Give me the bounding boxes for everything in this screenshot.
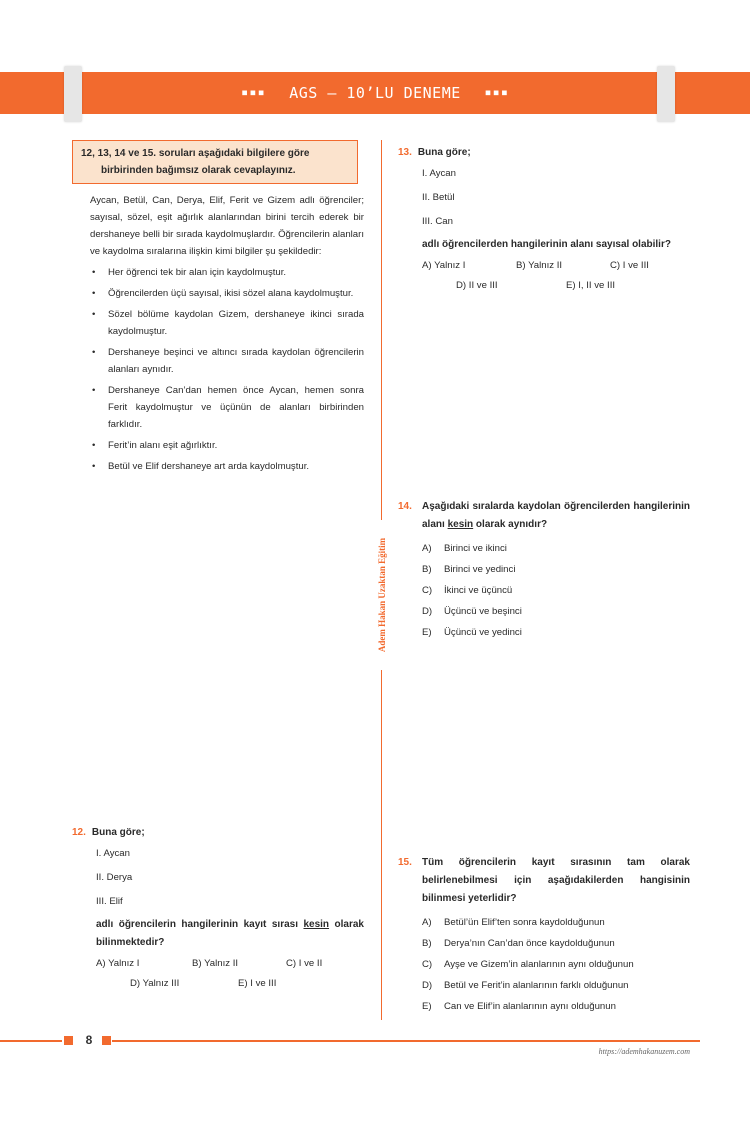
option-text: Birinci ve yedinci: [444, 564, 516, 575]
condition-item: • Öğrencilerden üçü sayısal, ikisi sözel alana kaydolmuştur.: [90, 285, 364, 302]
option-text: Betül’ün Elif’ten sonra kaydolduğunun: [444, 917, 605, 928]
option-b[interactable]: [422, 559, 690, 580]
option-letter: D): [422, 606, 433, 617]
option-letter: B): [422, 938, 432, 949]
choice-e[interactable]: E) I ve III: [238, 978, 277, 989]
condition-item: • Sözel bölüme kaydolan Gizem, dershaneye ikinci sırada kaydolmuştur.: [90, 306, 364, 340]
option-text: Can ve Elif’in alanlarının aynı olduğunun: [444, 1001, 616, 1012]
option-text: İkinci ve üçüncü: [444, 585, 513, 596]
vertical-brand-text: Adem Hakan Uzaktan Eğitim: [377, 537, 387, 653]
page-number: 8: [85, 1033, 93, 1047]
question-12-stem-b: olarak bilinmektedir?: [96, 919, 364, 948]
question-15: [398, 852, 690, 1017]
question-12-stem-underlined: kesin: [303, 919, 330, 930]
footer-square-right: [102, 1036, 111, 1045]
question-14-stem: [398, 498, 690, 534]
question-12: [72, 824, 364, 994]
choice-b[interactable]: B) Yalnız II: [516, 260, 563, 271]
exam-title: AGS – 10’LU DENEME: [289, 84, 461, 102]
footer-rule-left: [0, 1040, 62, 1042]
option-text: Ayşe ve Gizem’in alanlarının aynı olduğunun: [444, 959, 634, 970]
question-12-body: [72, 842, 364, 994]
option-d[interactable]: [422, 975, 690, 996]
choice-a[interactable]: A) Yalnız I: [422, 260, 466, 271]
footer-rule-right: [112, 1040, 700, 1042]
question-13-body: [398, 162, 690, 296]
question-15-options: [398, 912, 690, 1017]
instructions-line-2: birbirinden bağımsız olarak cevaplayınız.: [101, 165, 296, 176]
condition-item: • Ferit’in alanı eşit ağırlıktır.: [90, 437, 364, 454]
question-13-number: 13.: [398, 147, 412, 158]
question-15-stem: [398, 854, 690, 908]
header-title: [0, 84, 750, 102]
choice-a[interactable]: A) Yalnız I: [96, 958, 140, 969]
passage-text: Aycan, Betül, Can, Derya, Elif, Ferit ve Gizem adlı öğrenciler; sayısal, sözel, eşit ağırlık alanlarından birini tercih ederek bir dershaneye belli bir sırada kaydolmuşlardır. Öğrencilerin alanları ve kaydolma sıralarına ilişkin kimi bilgiler şu şekildedir:: [90, 195, 364, 257]
option-letter: A): [422, 543, 432, 554]
question-14-stem-underlined: kesin: [447, 519, 474, 530]
option-letter: A): [422, 917, 432, 928]
option-e[interactable]: [422, 996, 690, 1017]
condition-list: [72, 264, 364, 475]
choice-e[interactable]: E) I, II ve III: [566, 280, 616, 291]
question-12-choices-row-2: [96, 974, 364, 994]
question-14-stem-a: Aşağıdaki sıralarda kaydolan öğrencilerden hangilerinin alanı: [422, 501, 690, 530]
question-13-item: II. Betül: [422, 192, 455, 203]
question-12-stem-a: adlı öğrencilerin hangilerinin kayıt sırası: [96, 919, 304, 930]
question-14-number: 14.: [398, 501, 412, 512]
option-letter: E): [422, 1001, 432, 1012]
option-e[interactable]: [422, 622, 690, 643]
question-13-stem: adlı öğrencilerden hangilerinin alanı sayısal olabilir?: [422, 239, 671, 250]
option-b[interactable]: [422, 933, 690, 954]
option-a[interactable]: [422, 538, 690, 559]
condition-item: • Dershaneye Can’dan hemen önce Aycan, hemen sonra Ferit kaydolmuştur ve üçünün de alanları birbirinden farklıdır.: [90, 382, 364, 433]
footer-url[interactable]: https://ademhakanuzem.com: [598, 1047, 690, 1056]
question-12-lead: Buna göre;: [91, 827, 145, 838]
question-14-stem-b: olarak aynıdır?: [473, 519, 548, 530]
condition-item: • Her öğrenci tek bir alan için kaydolmuştur.: [90, 264, 364, 281]
footer-square-left: [64, 1036, 73, 1045]
question-15-number: 15.: [398, 857, 412, 868]
question-14-options: [398, 538, 690, 643]
vertical-brand: [374, 520, 390, 670]
option-letter: C): [422, 959, 433, 970]
question-12-item: III. Elif: [96, 896, 123, 907]
condition-item: • Dershaneye beşinci ve altıncı sırada kaydolan öğrencilerin alanları aynıdır.: [90, 344, 364, 378]
question-15-stem-text: Tüm öğrencilerin kayıt sırasının tam olarak belirlenebilmesi için aşağıdakilerden hangisinin bilinmesi yeterlidir?: [422, 857, 690, 904]
option-letter: E): [422, 627, 432, 638]
question-12-choices-row-1: [96, 954, 364, 974]
instructions-box: [72, 140, 358, 184]
question-13-choices-row-1: [422, 256, 690, 276]
choice-d[interactable]: D) Yalnız III: [130, 978, 180, 989]
question-12-stem: [96, 916, 364, 952]
question-12-number: 12.: [72, 827, 86, 838]
option-letter: B): [422, 564, 432, 575]
option-letter: C): [422, 585, 433, 596]
choice-c[interactable]: C) I ve III: [610, 260, 649, 271]
question-13-item: I. Aycan: [422, 168, 456, 179]
option-d[interactable]: [422, 601, 690, 622]
question-13-lead: Buna göre;: [417, 147, 471, 158]
question-12-item: II. Derya: [96, 872, 133, 883]
question-13-item: III. Can: [422, 216, 453, 227]
option-a[interactable]: [422, 912, 690, 933]
option-c[interactable]: [422, 954, 690, 975]
condition-item: • Betül ve Elif dershaneye art arda kaydolmuştur.: [90, 458, 364, 475]
option-text: Üçüncü ve beşinci: [444, 606, 522, 617]
option-text: Üçüncü ve yedinci: [444, 627, 522, 638]
question-12-head: [72, 824, 364, 842]
question-13: [398, 144, 690, 296]
header-dots-left: ▪▪▪: [241, 85, 266, 99]
choice-b[interactable]: B) Yalnız II: [192, 958, 239, 969]
question-12-item: I. Aycan: [96, 848, 130, 859]
question-14: [398, 496, 690, 643]
option-text: Betül ve Ferit’in alanlarının farklı olduğunun: [444, 980, 629, 991]
header-dots-right: ▪▪▪: [484, 85, 509, 99]
option-c[interactable]: [422, 580, 690, 601]
option-text: Derya’nın Can’dan önce kaydolduğunun: [444, 938, 615, 949]
option-text: Birinci ve ikinci: [444, 543, 507, 554]
question-13-choices-row-2: [422, 276, 690, 296]
left-column: [72, 140, 364, 479]
choice-d[interactable]: D) II ve III: [456, 280, 498, 291]
choice-c[interactable]: C) I ve II: [286, 958, 323, 969]
option-letter: D): [422, 980, 433, 991]
instructions-line-1: 12, 13, 14 ve 15. soruları aşağıdaki bilgilere göre: [81, 148, 310, 159]
question-13-head: [398, 144, 690, 162]
